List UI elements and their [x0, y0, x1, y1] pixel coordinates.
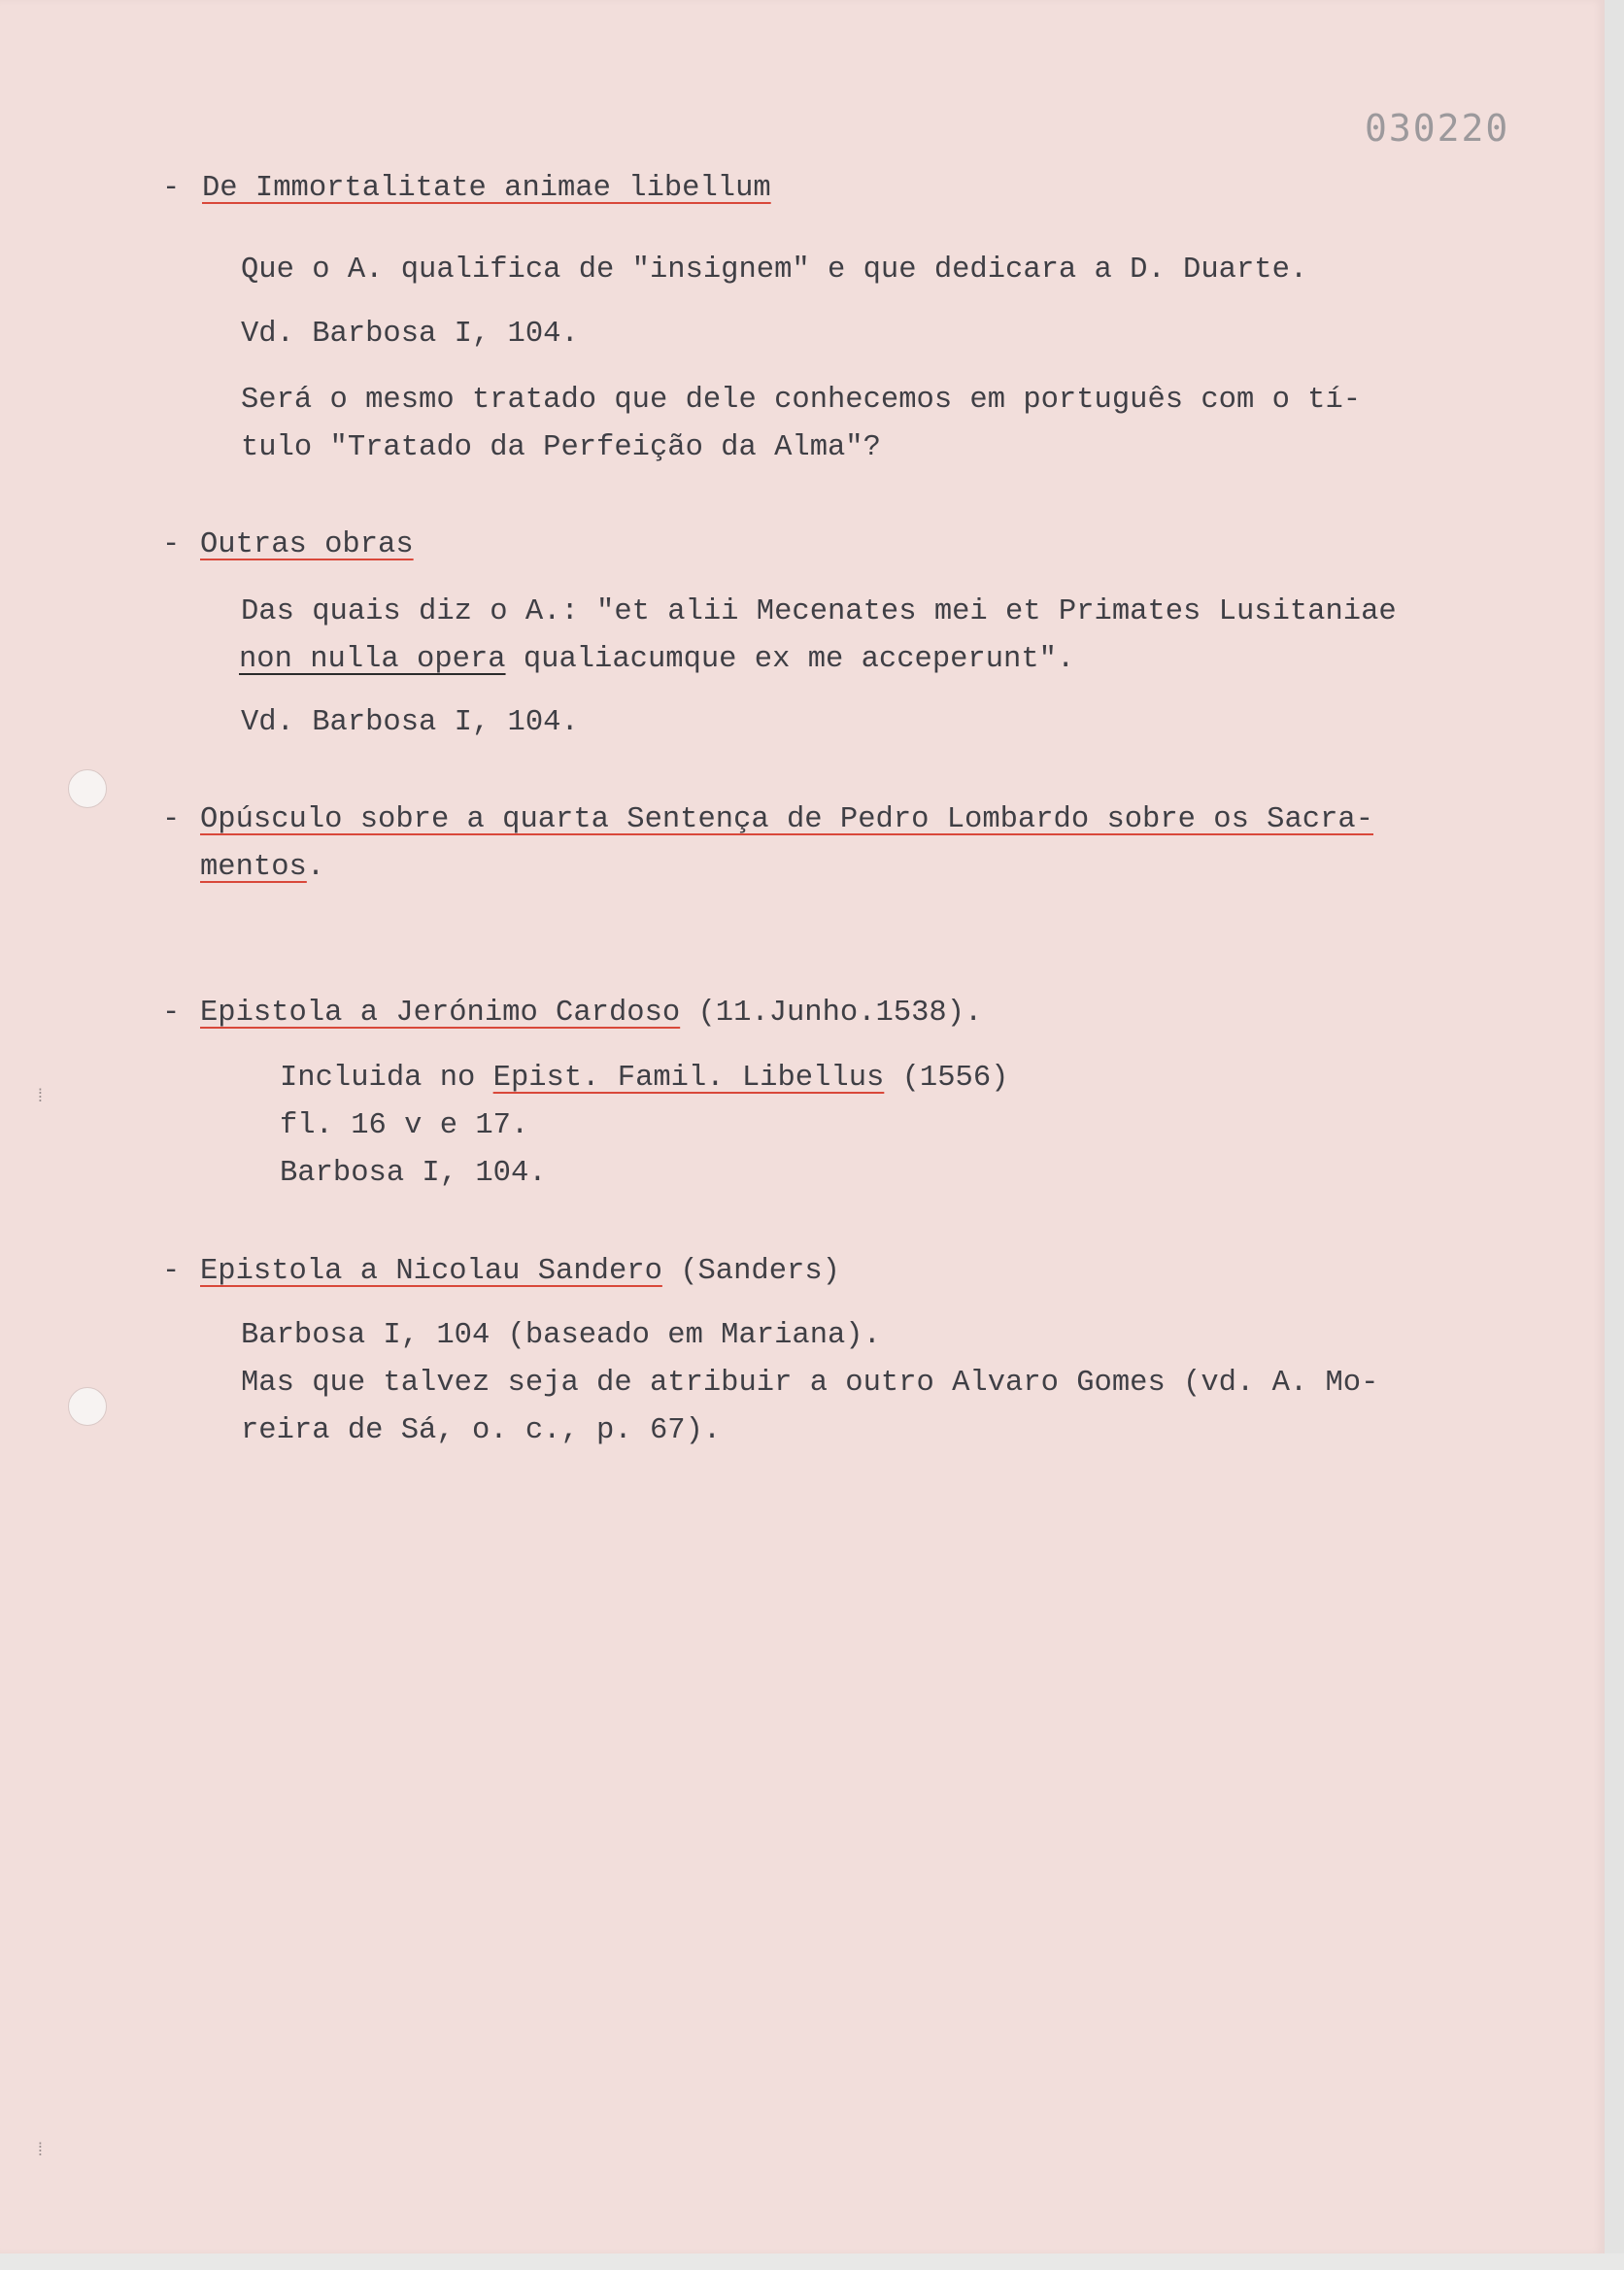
- underlined-title: Epist. Famil. Libellus: [492, 1062, 885, 1095]
- entry-text-line: Vd. Barbosa I, 104.: [241, 318, 579, 351]
- margin-mark: ⁞: [35, 2142, 46, 2161]
- entry-heading: Outras obras: [200, 528, 414, 561]
- page-number-stamp: 030220: [1365, 107, 1510, 150]
- entry-heading: Opúsculo sobre a quarta Sentença de Pedro Lombardo sobre os Sacra-: [200, 803, 1373, 836]
- entry-dash: -: [162, 1255, 181, 1288]
- entry-text-line: fl. 16 v e 17.: [280, 1109, 529, 1142]
- scan-bottom-edge: [0, 2253, 1624, 2270]
- entry-text: Incluida no: [280, 1062, 493, 1095]
- entry-heading-continuation: [200, 850, 324, 885]
- entry-heading: Epistola a Jerónimo Cardoso: [200, 997, 681, 1030]
- entry-text-line: Será o mesmo tratado que dele conhecemos em português com o tí-: [241, 384, 1362, 417]
- punch-hole-icon: [68, 1387, 107, 1426]
- entry-dash: -: [162, 172, 181, 205]
- entry-text-line: [280, 1061, 1008, 1096]
- entry-text-line: Mas que talvez seja de atribuir a outro Alvaro Gomes (vd. A. Mo-: [241, 1367, 1379, 1400]
- entry-text-line: reira de Sá, o. c., p. 67).: [241, 1414, 722, 1447]
- punch-hole-icon: [68, 769, 107, 808]
- entry-text-line: Barbosa I, 104.: [280, 1157, 547, 1190]
- entry-text-line: Das quais diz o A.: "et alii Mecenates mei et Primates Lusitaniae: [241, 595, 1397, 628]
- entry-text-line: [239, 642, 1074, 677]
- entry-heading-tail: (11.Junho.1538).: [680, 997, 983, 1030]
- entry-text-tail: qualiacumque ex me acceperunt".: [505, 643, 1075, 676]
- underlined-phrase: non nulla opera: [239, 643, 506, 676]
- scan-edge: [1605, 0, 1624, 2270]
- entry-heading-tail: (Sanders): [661, 1255, 840, 1288]
- margin-mark: ⁞: [35, 1088, 46, 1107]
- entry-text-line: tulo "Tratado da Perfeição da Alma"?: [241, 431, 881, 464]
- entry-dash: -: [162, 803, 181, 836]
- entry-dash: -: [162, 997, 181, 1030]
- entry-text-line: Que o A. qualifica de "insignem" e que dedicara a D. Duarte.: [241, 254, 1308, 287]
- entry-text-line: Barbosa I, 104 (baseado em Mariana).: [241, 1319, 881, 1352]
- entry-text-line: Vd. Barbosa I, 104.: [241, 706, 579, 739]
- entry-text-tail: (1556): [884, 1062, 1009, 1095]
- entry-heading: Epistola a Nicolau Sandero: [200, 1255, 662, 1288]
- entry-heading-tail: .: [306, 851, 325, 884]
- entry-heading-line: [200, 996, 982, 1031]
- entry-heading-word: mentos: [200, 851, 307, 884]
- entry-heading: De Immortalitate animae libellum: [202, 172, 771, 205]
- entry-heading-line: [200, 1254, 840, 1289]
- entry-dash: -: [162, 528, 181, 561]
